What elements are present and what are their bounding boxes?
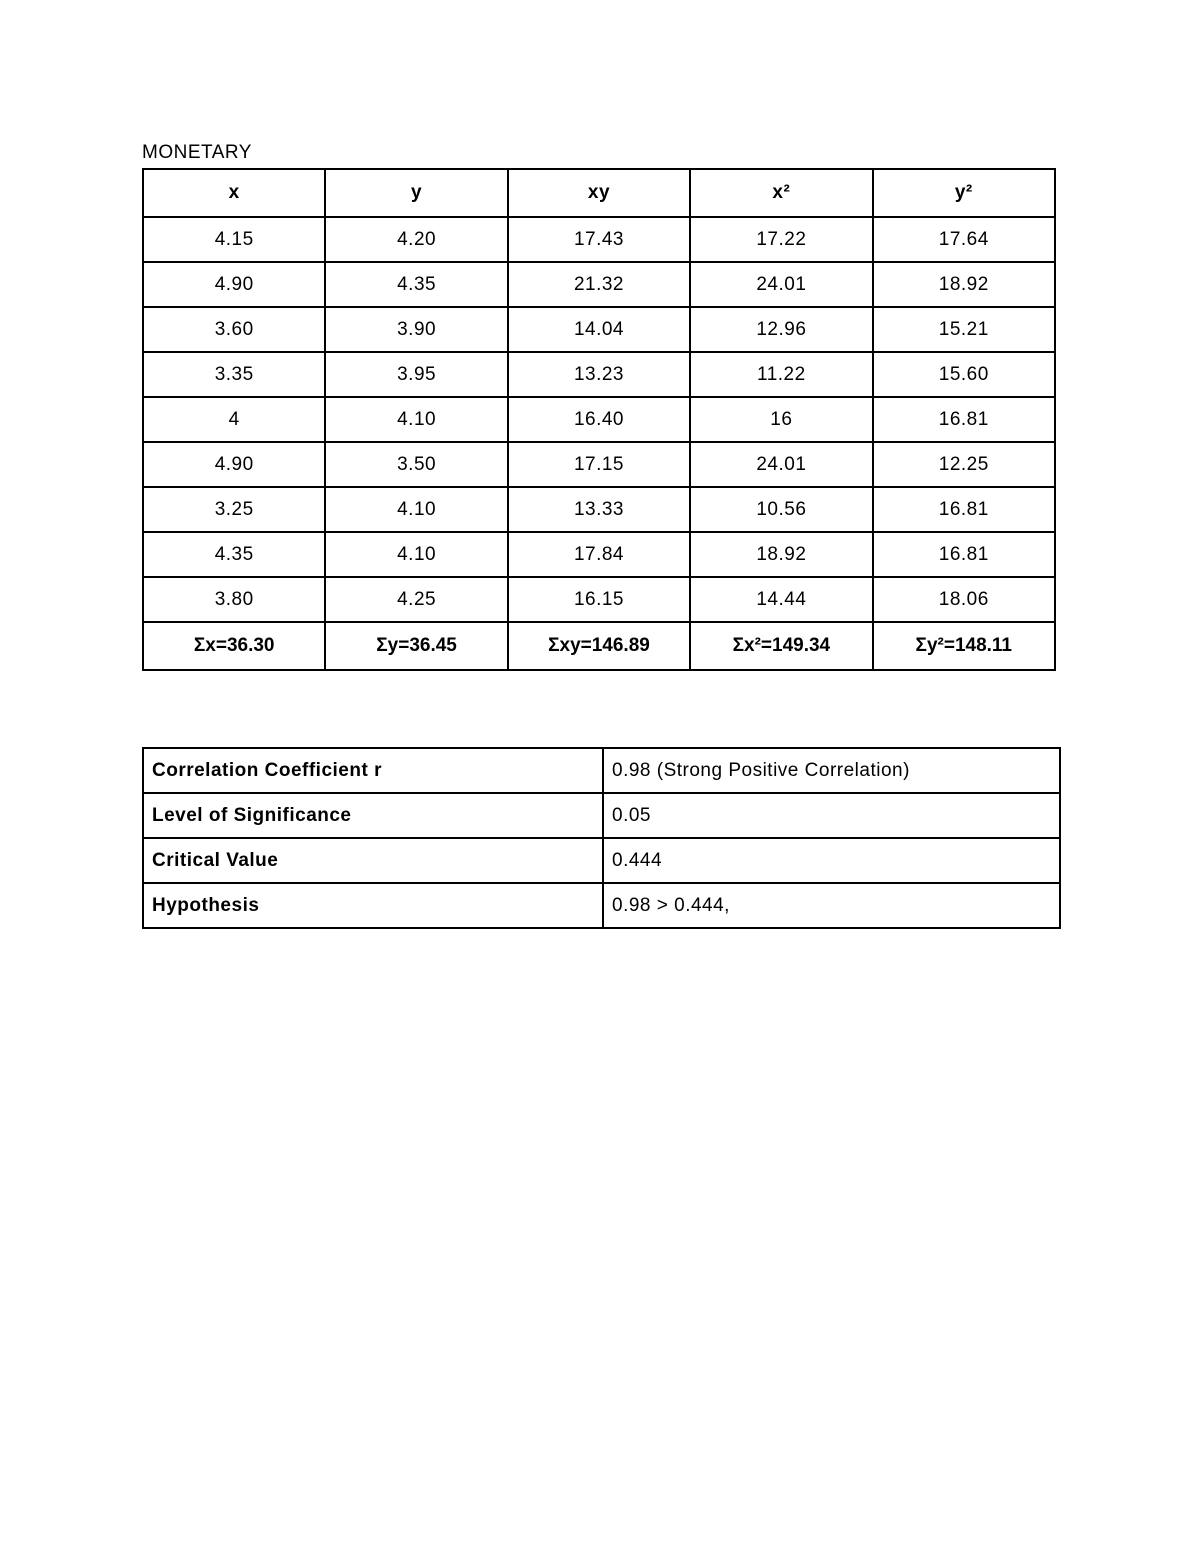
summary-row-correlation (143, 748, 1060, 793)
summary-value: 0.98 (Strong Positive Correlation) (603, 748, 1060, 793)
table-cell: 11.22 (690, 352, 872, 397)
header-y: y (325, 169, 507, 217)
table-cell: 12.96 (690, 307, 872, 352)
table-cell: 18.06 (873, 577, 1055, 622)
table-cell: 4.35 (325, 262, 507, 307)
header-y-squared: y² (873, 169, 1055, 217)
table-cell: 15.60 (873, 352, 1055, 397)
header-xy: xy (508, 169, 690, 217)
table-row (143, 262, 1055, 307)
table-cell: 17.15 (508, 442, 690, 487)
table-cell: 18.92 (873, 262, 1055, 307)
document-title: MONETARY (142, 142, 252, 163)
table-cell: 4.10 (325, 532, 507, 577)
table-cell: 3.25 (143, 487, 325, 532)
table-cell: 4.10 (325, 397, 507, 442)
table-cell: 12.25 (873, 442, 1055, 487)
table-cell: 17.84 (508, 532, 690, 577)
table-row (143, 442, 1055, 487)
table-cell: 4.90 (143, 442, 325, 487)
table-cell: 17.64 (873, 217, 1055, 262)
table-cell: 14.04 (508, 307, 690, 352)
sum-row (143, 622, 1055, 670)
table-cell: 4.15 (143, 217, 325, 262)
table-header-row (143, 169, 1055, 217)
table-cell: 13.33 (508, 487, 690, 532)
sum-xy: Σxy=146.89 (508, 622, 690, 670)
table-cell: 13.23 (508, 352, 690, 397)
sum-x-squared: Σx²=149.34 (690, 622, 872, 670)
table-row (143, 487, 1055, 532)
table-cell: 4.10 (325, 487, 507, 532)
table-cell: 17.22 (690, 217, 872, 262)
table-row (143, 352, 1055, 397)
table-cell: 3.50 (325, 442, 507, 487)
table-cell: 4.25 (325, 577, 507, 622)
summary-value: 0.444 (603, 838, 1060, 883)
table-cell: 4.90 (143, 262, 325, 307)
table-cell: 16.81 (873, 487, 1055, 532)
summary-value: 0.05 (603, 793, 1060, 838)
data-table (142, 168, 1056, 671)
table-cell: 14.44 (690, 577, 872, 622)
table-row (143, 217, 1055, 262)
table-cell: 10.56 (690, 487, 872, 532)
summary-row-critical-value (143, 838, 1060, 883)
table-cell: 4 (143, 397, 325, 442)
table-cell: 17.43 (508, 217, 690, 262)
table-row (143, 397, 1055, 442)
table-row (143, 307, 1055, 352)
sum-y: Σy=36.45 (325, 622, 507, 670)
table-cell: 3.35 (143, 352, 325, 397)
summary-label: Correlation Coefficient r (143, 748, 603, 793)
summary-label: Hypothesis (143, 883, 603, 928)
table-cell: 16 (690, 397, 872, 442)
table-cell: 16.40 (508, 397, 690, 442)
sum-x: Σx=36.30 (143, 622, 325, 670)
table-cell: 16.15 (508, 577, 690, 622)
table-cell: 24.01 (690, 442, 872, 487)
table-cell: 3.60 (143, 307, 325, 352)
table-cell: 24.01 (690, 262, 872, 307)
header-x: x (143, 169, 325, 217)
table-cell: 4.35 (143, 532, 325, 577)
sum-y-squared: Σy²=148.11 (873, 622, 1055, 670)
table-row (143, 577, 1055, 622)
table-cell: 3.80 (143, 577, 325, 622)
summary-label: Level of Significance (143, 793, 603, 838)
table-row (143, 532, 1055, 577)
summary-table (142, 747, 1061, 929)
table-cell: 3.90 (325, 307, 507, 352)
table-cell: 18.92 (690, 532, 872, 577)
table-cell: 21.32 (508, 262, 690, 307)
table-cell: 4.20 (325, 217, 507, 262)
summary-label: Critical Value (143, 838, 603, 883)
summary-row-hypothesis (143, 883, 1060, 928)
table-cell: 15.21 (873, 307, 1055, 352)
table-cell: 3.95 (325, 352, 507, 397)
table-cell: 16.81 (873, 397, 1055, 442)
summary-row-significance (143, 793, 1060, 838)
table-cell: 16.81 (873, 532, 1055, 577)
header-x-squared: x² (690, 169, 872, 217)
summary-value: 0.98 > 0.444, (603, 883, 1060, 928)
